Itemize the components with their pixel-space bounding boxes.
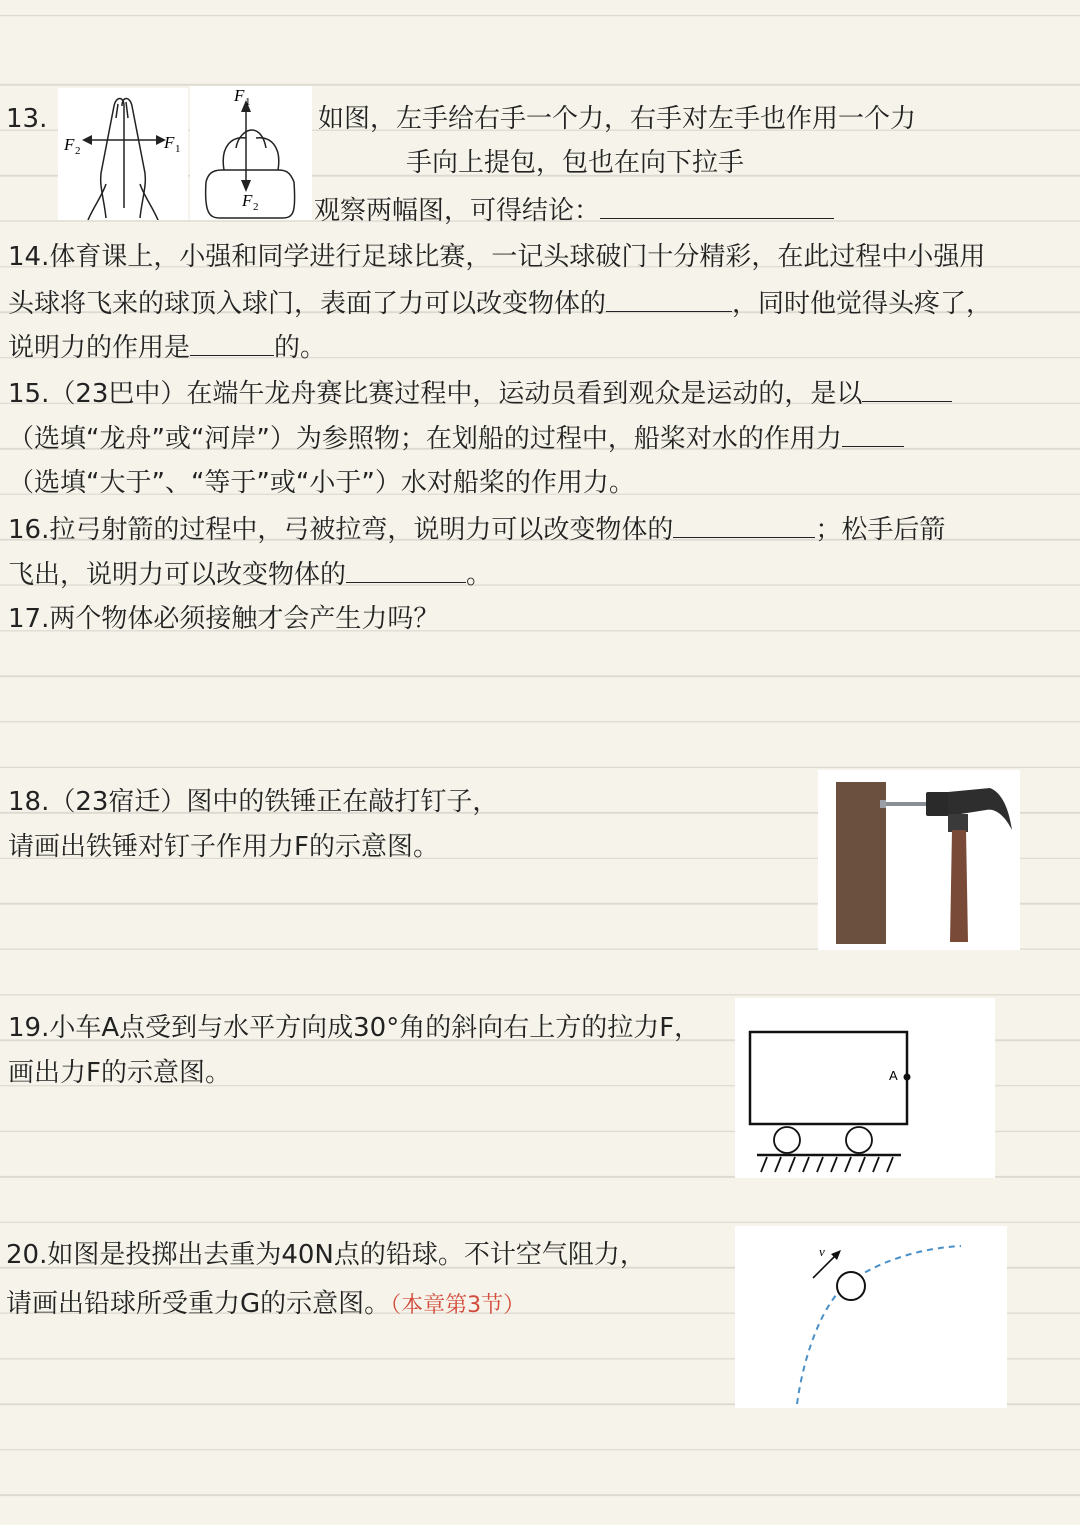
- q18-hammer-figure: [818, 770, 1020, 950]
- q19-line2: 画出力F的示意图。: [8, 1058, 231, 1088]
- q13-number: 13.: [6, 104, 48, 134]
- svg-text:2: 2: [75, 145, 81, 157]
- cart-wheel-right: [846, 1127, 872, 1153]
- q19-line1: 19.小车A点受到与水平方向成30°角的斜向右上方的拉力F，: [8, 1013, 701, 1043]
- q14-line2: 头球将飞来的球顶入球门，表面了力可以改变物体的 ，同时他觉得头疼了，: [8, 289, 993, 319]
- hammer-illustration: [818, 770, 1020, 950]
- velocity-label: v: [819, 1244, 825, 1259]
- bag-f2-label: F: [242, 191, 253, 210]
- velocity-arrow: [813, 1254, 837, 1278]
- nail: [886, 802, 926, 806]
- q13-line2: 手向上提包，包也在向下拉手: [406, 148, 745, 178]
- bag-illustration: [190, 86, 312, 220]
- point-a-label: A: [889, 1068, 898, 1083]
- q16-line2: 飞出，说明力可以改变物体的 。: [8, 560, 493, 590]
- svg-text:1: 1: [175, 143, 181, 155]
- q15-line2: （选填“龙舟”或“河岸”）为参照物；在划船的过程中，船桨对水的作用力: [8, 422, 904, 454]
- q20-line2: 请画出铅球所受重力G的示意图。（本章第3节）: [6, 1289, 526, 1319]
- chapter-note: （本章第3节）: [390, 1293, 526, 1318]
- q16-blank-1[interactable]: [673, 513, 815, 538]
- hammer-handle: [950, 830, 968, 942]
- cart-illustration: [735, 998, 995, 1178]
- q14-blank-2[interactable]: [190, 331, 274, 356]
- bag-f1-label: F: [234, 86, 245, 105]
- q13-hands-figure: [58, 88, 188, 220]
- q18-line2: 请画出铁锤对钉子作用力F的示意图。: [8, 832, 439, 862]
- q20-shotput-figure: [735, 1226, 1007, 1408]
- q13-answer-blank[interactable]: [600, 194, 834, 219]
- q18-line1: 18.（23宿迁）图中的铁锤正在敲打钉子，: [8, 787, 499, 817]
- svg-text:1: 1: [245, 96, 251, 108]
- q15-blank-1[interactable]: [862, 377, 952, 402]
- q15-blank-2[interactable]: [842, 422, 904, 447]
- q16-line1: 16.拉弓射箭的过程中，弓被拉弯，说明力可以改变物体的 ；松手后箭: [8, 515, 946, 545]
- wall: [836, 782, 886, 944]
- cart-body: [750, 1032, 907, 1124]
- cart-wheel-left: [774, 1127, 800, 1153]
- q13-line3: [314, 194, 834, 226]
- ground-hatching: [761, 1157, 893, 1172]
- svg-text:2: 2: [253, 201, 259, 213]
- q13-bag-figure: [190, 86, 312, 220]
- hands-f2-label: F: [64, 135, 75, 154]
- q19-cart-figure: [735, 998, 995, 1178]
- point-a: [904, 1074, 911, 1081]
- q13-line1: 如图，左手给右手一个力，右手对左手也作用一个力: [318, 104, 917, 134]
- hands-illustration: [58, 88, 188, 220]
- q15-line3: （选填“大于”、“等于”或“小于”）水对船桨的作用力。: [8, 468, 635, 498]
- q16-blank-2[interactable]: [346, 558, 466, 583]
- q14-blank-1[interactable]: [606, 287, 732, 312]
- q13-line3-text: 观察两幅图，可得结论：: [314, 196, 601, 226]
- shot-ball: [837, 1272, 865, 1300]
- q20-line1: 20.如图是投掷出去重为40N点的铅球。不计空气阻力，: [6, 1240, 646, 1270]
- q14-line1: 14.体育课上，小强和同学进行足球比赛，一记头球破门十分精彩，在此过程中小强用: [8, 242, 986, 272]
- q17-line1: 17.两个物体必须接触才会产生力吗？: [8, 604, 440, 634]
- hands-f1-label: F: [164, 133, 175, 152]
- q15-line1: 15.（23巴中）在端午龙舟赛比赛过程中，运动员看到观众是运动的，是以: [8, 377, 952, 409]
- shotput-illustration: [735, 1226, 1007, 1408]
- q14-line3: 说明力的作用是 的。: [8, 333, 327, 363]
